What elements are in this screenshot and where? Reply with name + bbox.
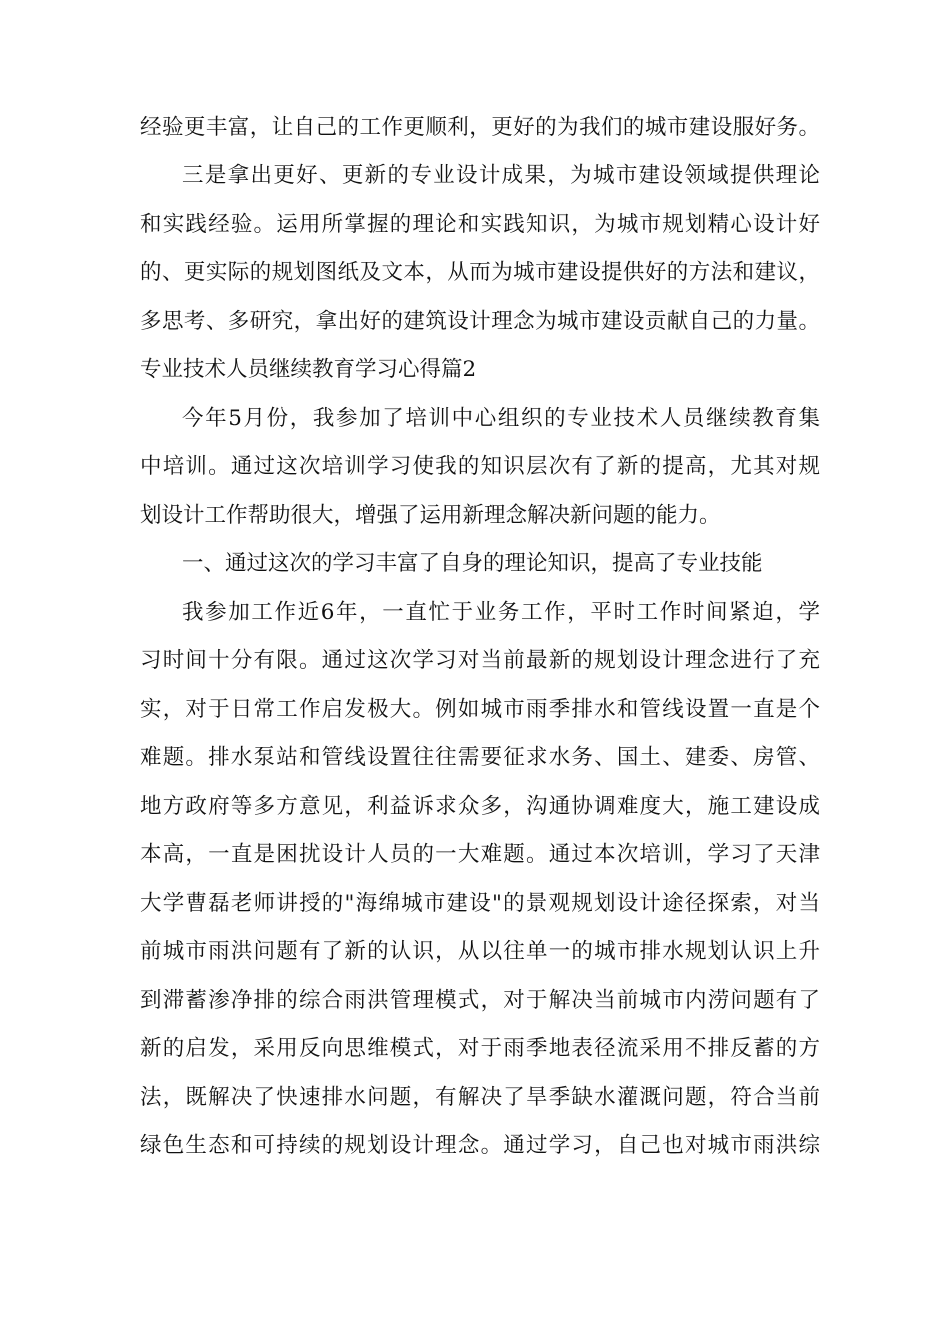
text-line: 三是拿出更好、更新的专业设计成果，为城市建设领域提供理论 xyxy=(182,163,820,188)
text-line: 前城市雨洪问题有了新的认识，从以往单一的城市排水规划认识上升 xyxy=(140,939,820,964)
text-line: 的、更实际的规划图纸及文本，从而为城市建设提供好的方法和建议， xyxy=(140,260,820,285)
text-line: 习时间十分有限。通过这次学习对当前最新的规划设计理念进行了充 xyxy=(140,648,820,673)
section-heading: 专业技术人员继续教育学习心得篇2 xyxy=(140,357,477,382)
text-line: 今年5月份，我参加了培训中心组织的专业技术人员继续教育集 xyxy=(182,406,820,431)
text-line: 法，既解决了快速排水问题，有解决了旱季缺水灌溉问题，符合当前 xyxy=(140,1085,820,1110)
subheading: 一、通过这次的学习丰富了自身的理论知识，提高了专业技能 xyxy=(182,551,763,576)
text-line: 本高，一直是困扰设计人员的一大难题。通过本次培训，学习了天津 xyxy=(140,842,820,867)
text-line: 实，对于日常工作启发极大。例如城市雨季排水和管线设置一直是个 xyxy=(140,697,820,722)
text-line: 到滞蓄渗净排的综合雨洪管理模式，对于解决当前城市内涝问题有了 xyxy=(140,988,820,1013)
text-line: 新的启发，采用反向思维模式，对于雨季地表径流采用不排反蓄的方 xyxy=(140,1036,820,1061)
text-line: 和实践经验。运用所掌握的理论和实践知识，为城市规划精心设计好 xyxy=(140,212,820,237)
text-line: 中培训。通过这次培训学习使我的知识层次有了新的提高，尤其对规 xyxy=(140,454,820,479)
text-line: 大学曹磊老师讲授的"海绵城市建设"的景观规划设计途径探索，对当 xyxy=(140,891,820,916)
text-line: 地方政府等多方意见，利益诉求众多，沟通协调难度大，施工建设成 xyxy=(140,794,820,819)
text-line: 我参加工作近6年，一直忙于业务工作，平时工作时间紧迫，学 xyxy=(182,600,820,625)
text-line: 多思考、多研究，拿出好的建筑设计理念为城市建设贡献自己的力量。 xyxy=(140,309,820,334)
text-line: 经验更丰富，让自己的工作更顺利，更好的为我们的城市建设服好务。 xyxy=(140,115,820,140)
text-line: 绿色生态和可持续的规划设计理念。通过学习，自己也对城市雨洪综 xyxy=(140,1133,820,1158)
text-line: 难题。排水泵站和管线设置往往需要征求水务、国土、建委、房管、 xyxy=(140,745,820,770)
text-line: 划设计工作帮助很大，增强了运用新理念解决新问题的能力。 xyxy=(140,503,721,528)
